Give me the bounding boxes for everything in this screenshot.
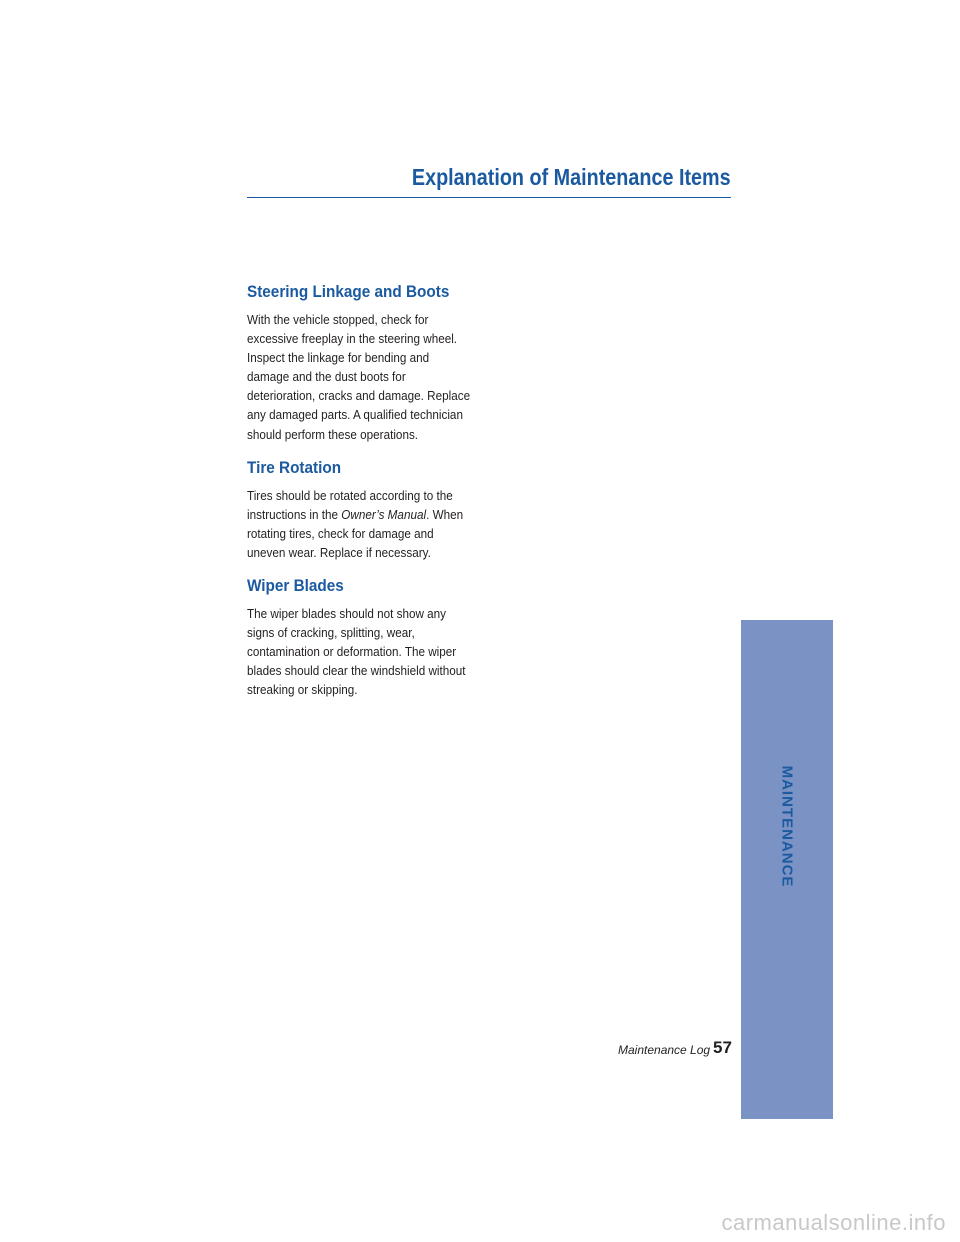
text-run: . When (426, 506, 464, 522)
section-heading-wiper-blades: Wiper Blades (247, 576, 344, 596)
text-line: should perform these operations. (247, 426, 419, 442)
text-line: blades should clear the windshield without (247, 663, 466, 679)
side-tab-label: MAINTENANCE (778, 765, 796, 888)
text-run: instructions in the (247, 506, 342, 522)
text-line: uneven wear. Replace if necessary. (247, 544, 431, 560)
page-title: Explanation of Maintenance Items (412, 164, 731, 190)
section-side-tab (741, 620, 833, 1119)
text-line: With the vehicle stopped, check for (247, 312, 429, 327)
text-line: rotating tires, check for damage and (247, 525, 434, 541)
title-rule (247, 197, 731, 198)
text-line: Tires should be rotated according to the (247, 487, 453, 503)
text-line: Inspect the linkage for bending and (247, 350, 430, 366)
section-heading-steering: Steering Linkage and Boots (247, 282, 450, 301)
footer-label: Maintenance Log (618, 1043, 711, 1057)
text-line: deterioration, cracks and damage. Replace (247, 388, 471, 404)
section-body-wiper-blades (247, 604, 508, 699)
text-line (247, 505, 508, 524)
section-body-tire-rotation (247, 486, 508, 562)
text-line: contamination or deformation. The wiper (247, 644, 457, 660)
text-line: excessive freeplay in the steering wheel. (247, 331, 458, 347)
content-column (247, 280, 507, 712)
text-line: any damaged parts. A qualified technician (247, 407, 463, 423)
text-line: streaking or skipping. (247, 682, 358, 698)
watermark: carmanualsonline.info (721, 1210, 946, 1235)
manual-reference: Owner’s Manual (341, 506, 427, 522)
section-body-steering (247, 310, 508, 444)
section-heading-tire-rotation: Tire Rotation (247, 457, 342, 477)
text-line: damage and the dust boots for (247, 369, 406, 385)
text-line: signs of cracking, splitting, wear, (247, 625, 415, 641)
text-line: The wiper blades should not show any (247, 606, 447, 622)
page-number: 57 (713, 1038, 732, 1057)
